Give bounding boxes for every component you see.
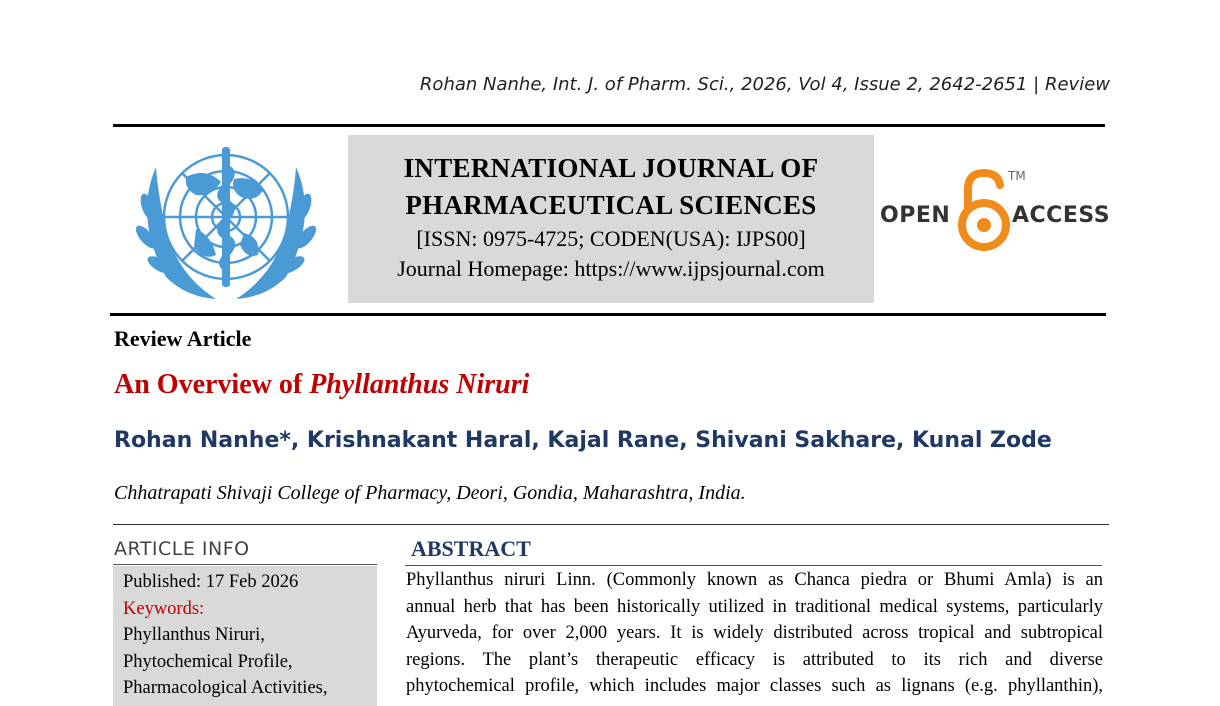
abstract-heading: ABSTRACT xyxy=(411,536,531,561)
journal-homepage[interactable]: Journal Homepage: https://www.ijpsjournal.com xyxy=(397,256,825,281)
journal-issn: [ISSN: 0975-4725; CODEN(USA): IJPS00] xyxy=(416,226,806,251)
article-title xyxy=(114,369,529,401)
abstract-line: Phyllanthus niruri Linn. (Commonly known as Chanca piedra or Bhumi Amla) is an xyxy=(406,570,1103,590)
journal-emblem-logo xyxy=(126,137,326,307)
article-info-box xyxy=(113,566,377,706)
journal-title-line1: INTERNATIONAL JOURNAL OF xyxy=(403,153,819,183)
section-divider xyxy=(113,524,1109,525)
article-info-rule xyxy=(113,564,377,565)
article-authors: Rohan Nanhe*, Krishnakant Haral, Kajal Rane, Shivani Sakhare, Kunal Zode xyxy=(114,428,1052,453)
abstract-line: phytochemical profile, which includes major classes such as lignans (e.g. phyllanthin), xyxy=(406,676,1103,696)
open-access-lock-icon xyxy=(954,167,1014,251)
open-access-access-word: ACCESS xyxy=(1012,203,1111,228)
running-header: Rohan Nanhe, Int. J. of Pharm. Sci., 2026, Vol 4, Issue 2, 2642-2651 | Review xyxy=(419,74,1110,95)
article-affiliation: Chhatrapati Shivaji College of Pharmacy, Deori, Gondia, Maharashtra, India. xyxy=(114,482,746,504)
keyword-item: Phyllanthus Niruri, xyxy=(123,625,265,645)
abstract-rule xyxy=(405,565,1102,566)
open-access-tm: TM xyxy=(1008,169,1026,183)
header-top-rule xyxy=(113,124,1105,127)
article-title-prefix: An Overview of xyxy=(114,369,310,400)
keyword-item: Phytochemical Profile, xyxy=(123,651,293,672)
abstract-line: regions. The plant’s therapeutic efficacy is attributed to its rich and diverse xyxy=(406,649,1103,670)
abstract-line: Ayurveda, for over 2,000 years. It is widely distributed across tropical and subtropical xyxy=(406,623,1103,643)
journal-masthead xyxy=(348,135,874,303)
journal-title-line2: PHARMACEUTICAL SCIENCES xyxy=(405,190,817,220)
abstract-body xyxy=(406,567,1103,700)
keyword-item: Pharmacological Activities, xyxy=(123,678,328,698)
published-date: Published: 17 Feb 2026 xyxy=(123,572,299,592)
article-type: Review Article xyxy=(114,326,252,351)
open-access-logo xyxy=(880,165,1111,255)
abstract-line: annual herb that has been historically utilized in traditional medical systems, particularly xyxy=(406,596,1103,617)
open-access-open-word: OPEN xyxy=(880,203,951,228)
article-title-species: Phyllanthus Niruri xyxy=(309,369,530,400)
header-bottom-rule xyxy=(110,313,1106,316)
article-info-heading: ARTICLE INFO xyxy=(114,538,250,560)
keywords-label: Keywords: xyxy=(123,598,205,619)
